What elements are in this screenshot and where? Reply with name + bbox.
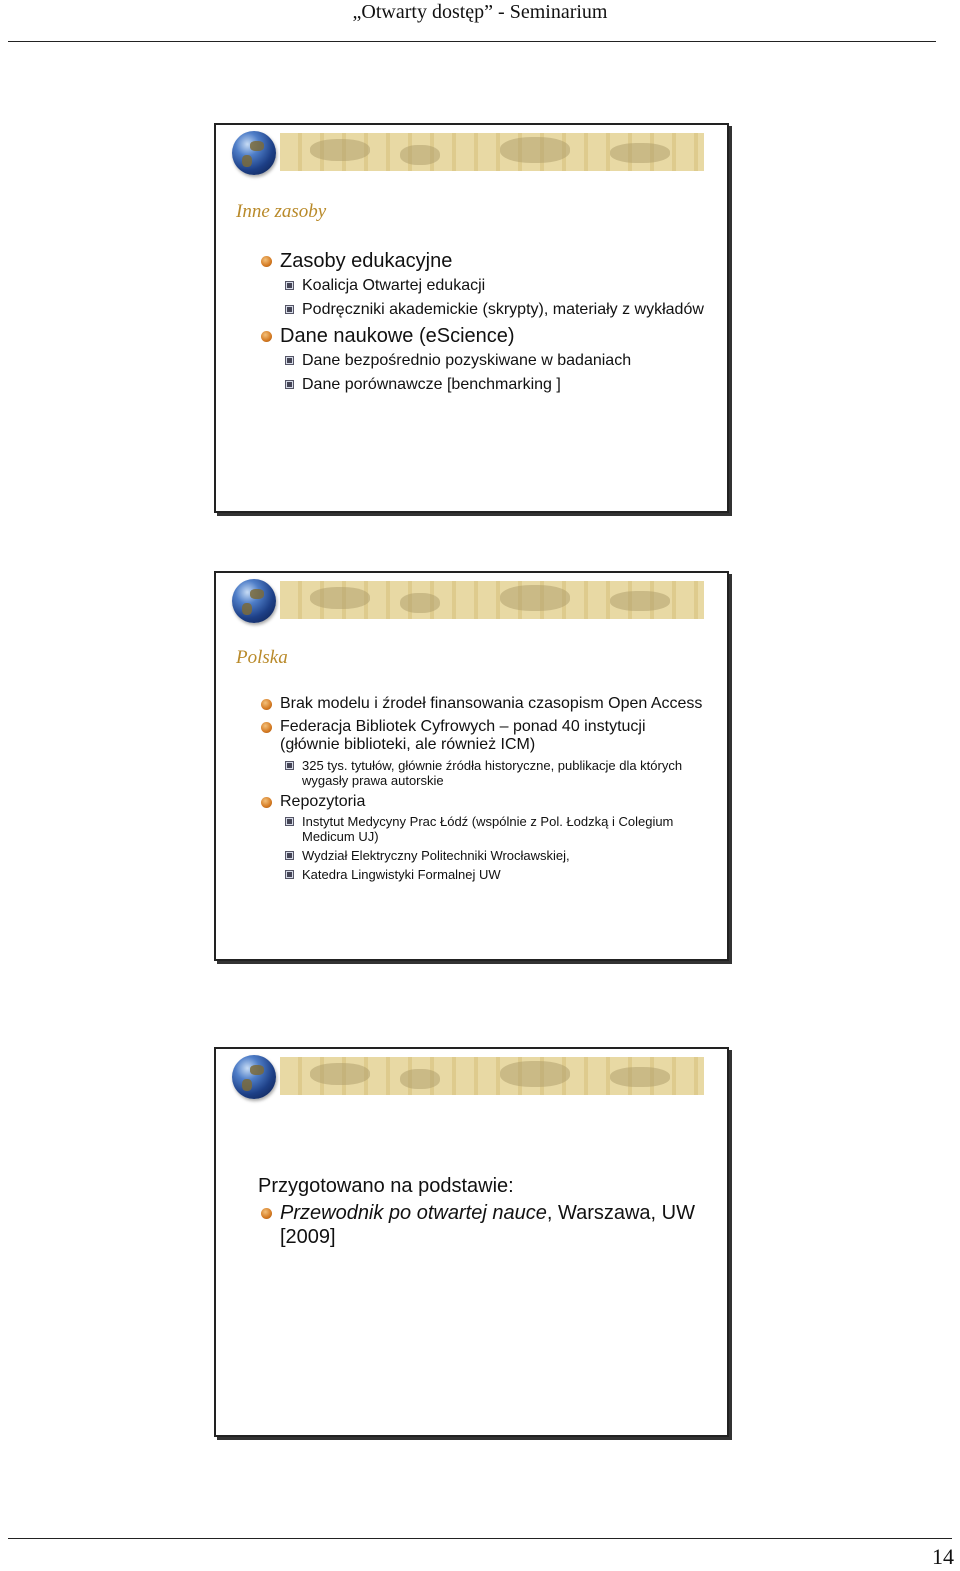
bullet-text: Zasoby edukacyjne bbox=[280, 250, 453, 272]
bullet-text: Repozytoria bbox=[280, 793, 366, 810]
bullet-icon bbox=[261, 1208, 272, 1219]
sub-bullet-item bbox=[258, 867, 707, 882]
sub-bullet-icon bbox=[285, 356, 294, 365]
sub-bullet-item bbox=[258, 374, 707, 395]
slide-inne-zasoby bbox=[214, 123, 729, 513]
bullet-text: Federacja Bibliotek Cyfrowych – ponad 40 instytucji (głównie biblioteki, ale również ICM) bbox=[280, 718, 646, 753]
bullet-icon bbox=[261, 797, 272, 808]
bullet-item bbox=[258, 1201, 707, 1249]
bullet-text: Brak modelu i źrodeł finansowania czasopism Open Access bbox=[280, 695, 703, 712]
sub-bullet-icon bbox=[285, 870, 294, 879]
footer-rule bbox=[8, 1538, 952, 1539]
sub-bullet-icon bbox=[285, 851, 294, 860]
sub-bullet-item bbox=[258, 848, 707, 863]
slide-body bbox=[258, 1173, 707, 1249]
sub-bullet-text: Katedra Lingwistyki Formalnej UW bbox=[302, 867, 501, 882]
sub-bullet-item bbox=[258, 275, 707, 296]
sub-bullet-item bbox=[258, 814, 707, 844]
slide-body bbox=[258, 695, 707, 882]
bullet-item bbox=[258, 718, 707, 754]
bullet-icon bbox=[261, 722, 272, 733]
world-map-banner bbox=[280, 1057, 704, 1095]
sub-bullet-text: Podręczniki akademickie (skrypty), materiały z wykładów bbox=[302, 301, 704, 318]
world-map-banner bbox=[280, 133, 704, 171]
sub-bullet-text: Dane porównawcze [benchmarking ] bbox=[302, 376, 561, 393]
slide-polska bbox=[214, 571, 729, 961]
intro-text: Przygotowano na podstawie: bbox=[258, 1175, 514, 1197]
slide-source bbox=[214, 1047, 729, 1437]
bullet-item bbox=[258, 249, 707, 273]
slide-title: Inne zasoby bbox=[236, 201, 327, 222]
world-map-banner bbox=[280, 581, 704, 619]
sub-bullet-text: Instytut Medycyny Prac Łódź (wspólnie z Pol. Łodzką i Colegium Medicum UJ) bbox=[302, 814, 674, 844]
sub-bullet-text: Koalicja Otwartej edukacji bbox=[302, 277, 486, 294]
sub-bullet-icon bbox=[285, 761, 294, 770]
sub-bullet-text: Dane bezpośrednio pozyskiwane w badaniach bbox=[302, 352, 632, 369]
slide-title: Polska bbox=[236, 647, 288, 668]
bullet-text: Dane naukowe (eScience) bbox=[280, 325, 515, 347]
sub-bullet-text: Wydział Elektryczny Politechniki Wrocławskiej, bbox=[302, 848, 570, 863]
source-details: , Warszawa, UW [2009] bbox=[280, 1202, 695, 1248]
sub-bullet-icon bbox=[285, 817, 294, 826]
sub-bullet-text: 325 tys. tytułów, głównie źródła historyczne, publikacje dla których wygasły prawa autorskie bbox=[302, 758, 683, 788]
slide-body bbox=[258, 249, 707, 395]
sub-bullet-icon bbox=[285, 380, 294, 389]
bullet-icon bbox=[261, 331, 272, 342]
globe-icon bbox=[232, 579, 276, 623]
sub-bullet-item bbox=[258, 350, 707, 371]
sub-bullet-item bbox=[258, 758, 707, 788]
document-header: „Otwarty dostęp” - Seminarium bbox=[352, 1, 608, 23]
source-title: Przewodnik po otwartej nauce bbox=[280, 1202, 547, 1224]
globe-icon bbox=[232, 1055, 276, 1099]
page-number: 14 bbox=[932, 1544, 954, 1569]
sub-bullet-icon bbox=[285, 281, 294, 290]
sub-bullet-icon bbox=[285, 305, 294, 314]
globe-icon bbox=[232, 131, 276, 175]
bullet-item bbox=[258, 793, 707, 811]
header-rule bbox=[8, 41, 936, 42]
sub-bullet-item bbox=[258, 299, 707, 320]
bullet-icon bbox=[261, 699, 272, 710]
bullet-item bbox=[258, 695, 707, 713]
bullet-icon bbox=[261, 256, 272, 267]
bullet-item bbox=[258, 324, 707, 348]
